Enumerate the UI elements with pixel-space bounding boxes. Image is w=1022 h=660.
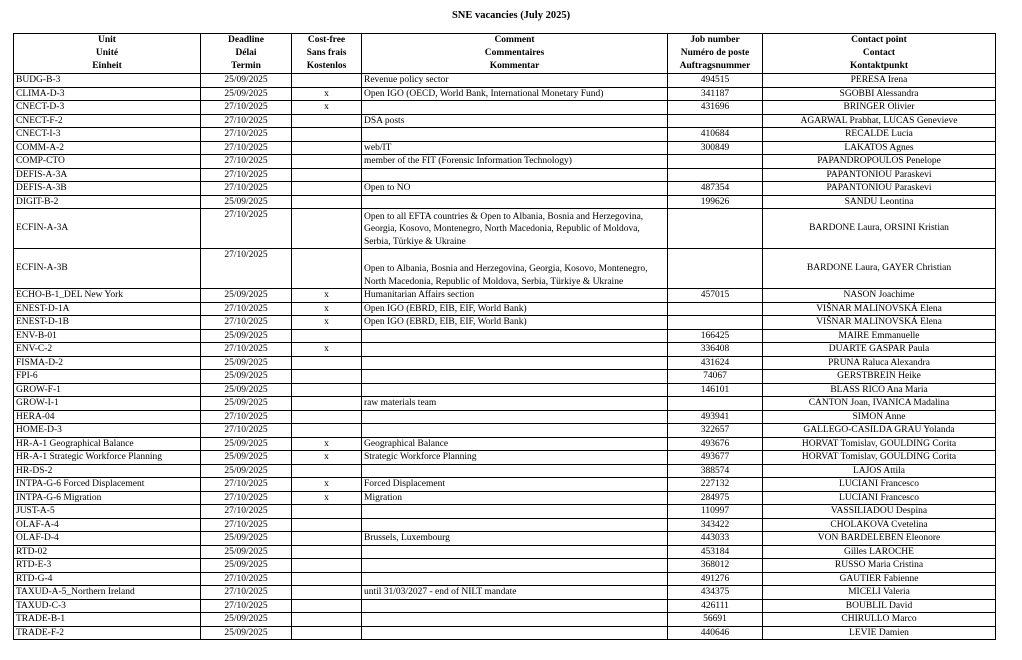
cell-cost-free [292,532,362,546]
table-row [14,613,996,627]
cell-deadline: 25/09/2025 [201,383,292,397]
cell-job-number [668,114,763,128]
table-row [14,478,996,492]
cell-deadline: 27/10/2025 [201,168,292,182]
table-row [14,168,996,182]
cell-contact: HORVAT Tomislav, GOULDING Corita [763,451,996,465]
cell-deadline: 27/10/2025 [201,249,292,289]
header-contact-fr: Contact [862,48,896,58]
cell-unit: TAXUD-C-3 [14,599,201,613]
cell-contact: BARDONE Laura, GAYER Christian [763,249,996,289]
cell-deadline: 27/10/2025 [201,410,292,424]
cell-deadline: 25/09/2025 [201,397,292,411]
cell-job-number: 388574 [668,464,763,478]
cell-job-number: 431624 [668,356,763,370]
cell-comment [362,383,668,397]
cell-deadline: 27/10/2025 [201,518,292,532]
table-row [14,182,996,196]
cell-comment [362,559,668,573]
table-row [14,302,996,316]
table-row [14,491,996,505]
cell-comment: Open to NO [362,182,668,196]
cell-deadline: 25/09/2025 [201,613,292,627]
cell-job-number: 56691 [668,613,763,627]
cell-deadline: 25/09/2025 [201,532,292,546]
cell-comment: Open IGO (EBRD, EIB, EIF, World Bank) [362,302,668,316]
cell-unit: DIGIT-B-2 [14,195,201,209]
cell-deadline: 27/10/2025 [201,128,292,142]
table-row [14,451,996,465]
cell-comment: Revenue policy sector [362,74,668,88]
cell-deadline: 27/10/2025 [201,599,292,613]
table-row [14,329,996,343]
table-row [14,464,996,478]
header-deadline-en: Deadline [228,35,264,45]
cell-comment [362,168,668,182]
cell-unit: DEFIS-A-3A [14,168,201,182]
cell-job-number: 457015 [668,289,763,303]
cell-cost-free [292,572,362,586]
cell-job-number: 341187 [668,87,763,101]
cell-job-number: 443033 [668,532,763,546]
cell-job-number [668,168,763,182]
cell-comment [362,518,668,532]
cell-deadline: 25/09/2025 [201,626,292,640]
cell-unit: RTD-E-3 [14,559,201,573]
cell-cost-free [292,128,362,142]
cell-comment: DSA posts [362,114,668,128]
cell-job-number: 410684 [668,128,763,142]
cell-contact: Gilles LAROCHE [763,545,996,559]
cell-comment [362,195,668,209]
cell-cost-free: x [292,491,362,505]
cell-job-number: 336408 [668,343,763,357]
cell-job-number: 431696 [668,101,763,115]
cell-deadline: 27/10/2025 [201,343,292,357]
cell-unit: COMP-CTO [14,155,201,169]
cell-deadline: 25/09/2025 [201,195,292,209]
cell-comment: Brussels, Luxembourg [362,532,668,546]
cell-deadline: 27/10/2025 [201,586,292,600]
cell-job-number: 434375 [668,586,763,600]
cell-unit: RTD-G-4 [14,572,201,586]
cell-comment [362,464,668,478]
cell-deadline: 25/09/2025 [201,74,292,88]
cell-job-number: 453184 [668,545,763,559]
cell-cost-free: x [292,451,362,465]
table-row [14,410,996,424]
cell-cost-free [292,383,362,397]
cell-deadline: 27/10/2025 [201,491,292,505]
cell-comment [362,101,668,115]
table-row [14,316,996,330]
cell-job-number: 300849 [668,141,763,155]
header-unit-fr: Unité [95,48,119,58]
cell-cost-free [292,545,362,559]
cell-contact: HORVAT Tomislav, GOULDING Corita [763,437,996,451]
cell-contact: VASSILIADOU Despina [763,505,996,519]
cell-cost-free [292,424,362,438]
cell-job-number [668,302,763,316]
header-costfree-de: Kostenlos [306,61,347,71]
table-row [14,586,996,600]
cell-contact: LUCIANI Francesco [763,491,996,505]
cell-cost-free [292,397,362,411]
table-row [14,545,996,559]
cell-contact: LAJOS Attila [763,464,996,478]
header-contact-en: Contact point [851,35,907,45]
cell-deadline: 27/10/2025 [201,316,292,330]
table-row [14,559,996,573]
cell-deadline: 25/09/2025 [201,545,292,559]
cell-unit: ENEST-D-1B [14,316,201,330]
cell-cost-free [292,74,362,88]
header-unit [14,34,201,74]
cell-job-number: 493676 [668,437,763,451]
cell-unit: GROW-F-1 [14,383,201,397]
cell-contact: VIŠNAR MALINOVSKÁ Elena [763,302,996,316]
cell-contact: SIMON Anne [763,410,996,424]
header-job-en: Job number [690,35,740,45]
cell-contact: PAPANTONIOU Paraskevi [763,182,996,196]
cell-contact: GERSTBREIN Heike [763,370,996,384]
vacancies-table [13,33,996,640]
cell-deadline: 27/10/2025 [201,424,292,438]
cell-job-number [668,209,763,249]
cell-unit: HR-DS-2 [14,464,201,478]
cell-job-number: 110997 [668,505,763,519]
cell-deadline: 27/10/2025 [201,182,292,196]
cell-unit: INTPA-G-6 Migration [14,491,201,505]
header-deadline [201,34,292,74]
cell-contact: LEVIE Damien [763,626,996,640]
cell-job-number: 199626 [668,195,763,209]
cell-unit: TAXUD-A-5_Northern Ireland [14,586,201,600]
table-row [14,518,996,532]
cell-deadline: 25/09/2025 [201,329,292,343]
cell-contact: BLASS RICO Ana Maria [763,383,996,397]
cell-cost-free: x [292,437,362,451]
cell-contact: CHOLAKOVA Cvetelina [763,518,996,532]
cell-cost-free [292,518,362,532]
table-row [14,397,996,411]
header-comment-fr: Commentaires [484,48,545,58]
cell-cost-free [292,370,362,384]
cell-unit: TRADE-F-2 [14,626,201,640]
cell-contact: VON BARDELEBEN Eleonore [763,532,996,546]
cell-deadline: 27/10/2025 [201,101,292,115]
cell-contact: MAIRE Emmanuelle [763,329,996,343]
header-deadline-fr: Délai [235,48,257,58]
table-row [14,626,996,640]
header-costfree [292,34,362,74]
cell-contact: RECALDE Lucia [763,128,996,142]
cell-unit: CNECT-D-3 [14,101,201,115]
table-row [14,356,996,370]
cell-deadline: 25/09/2025 [201,87,292,101]
cell-cost-free [292,155,362,169]
cell-unit: HR-A-1 Strategic Workforce Planning [14,451,201,465]
cell-unit: HERA-04 [14,410,201,424]
cell-unit: HR-A-1 Geographical Balance [14,437,201,451]
cell-contact: PRUNA Raluca Alexandra [763,356,996,370]
cell-comment: Open to all EFTA countries & Open to Albania, Bosnia and Herzegovina, Georgia, Kosovo, Montenegro, North Macedonia, Republic of Moldova, Serbia, Türkiye & Ukraine [362,209,668,249]
cell-cost-free: x [292,316,362,330]
cell-unit: DEFIS-A-3B [14,182,201,196]
cell-unit: OLAF-A-4 [14,518,201,532]
table-row [14,343,996,357]
cell-comment: Geographical Balance [362,437,668,451]
cell-comment: web/IT [362,141,668,155]
cell-comment: Open IGO (EBRD, EIB, EIF, World Bank) [362,316,668,330]
table-row [14,532,996,546]
cell-comment [362,329,668,343]
cell-deadline: 27/10/2025 [201,141,292,155]
cell-job-number: 166425 [668,329,763,343]
header-comment-en: Comment [494,35,535,45]
cell-cost-free [292,356,362,370]
document-title: SNE vacancies (July 2025) [451,10,571,21]
cell-cost-free [292,195,362,209]
cell-contact: CHIRULLO Marco [763,613,996,627]
cell-unit: INTPA-G-6 Forced Displacement [14,478,201,492]
cell-job-number: 227132 [668,478,763,492]
cell-job-number: 322657 [668,424,763,438]
cell-contact: BARDONE Laura, ORSINI Kristian [763,209,996,249]
header-job-number [668,34,763,74]
table-row [14,599,996,613]
cell-job-number: 343422 [668,518,763,532]
table-row [14,101,996,115]
cell-deadline: 27/10/2025 [201,209,292,249]
cell-deadline: 25/09/2025 [201,289,292,303]
cell-comment [362,505,668,519]
cell-cost-free [292,410,362,424]
cell-comment: Forced Displacement [362,478,668,492]
cell-contact: VIŠNAR MALINOVSKÁ Elena [763,316,996,330]
cell-job-number [668,249,763,289]
cell-deadline: 27/10/2025 [201,114,292,128]
cell-contact: PAPANTONIOU Paraskevi [763,168,996,182]
cell-deadline: 27/10/2025 [201,155,292,169]
header-contact [763,34,996,74]
cell-job-number: 74067 [668,370,763,384]
cell-contact: PERESA Irena [763,74,996,88]
cell-unit: OLAF-D-4 [14,532,201,546]
cell-cost-free: x [292,101,362,115]
cell-contact: SANDU Leontina [763,195,996,209]
cell-cost-free [292,141,362,155]
table-row [14,249,996,289]
table-row [14,74,996,88]
table-row [14,141,996,155]
cell-job-number: 491276 [668,572,763,586]
cell-comment [362,572,668,586]
cell-deadline: 25/09/2025 [201,464,292,478]
cell-job-number: 146101 [668,383,763,397]
cell-comment: Open to Albania, Bosnia and Herzegovina, Georgia, Kosovo, Montenegro, North Macedonia, Republic of Moldova, Serbia, Türkiye & Ukraine [362,249,668,289]
cell-contact: DUARTE GASPAR Paula [763,343,996,357]
header-comment-de: Kommentar [489,61,540,71]
cell-contact: MICELI Valeria [763,586,996,600]
cell-cost-free: x [292,289,362,303]
cell-unit: ENV-C-2 [14,343,201,357]
cell-deadline: 27/10/2025 [201,505,292,519]
header-comment [362,34,668,74]
cell-comment: raw materials team [362,397,668,411]
cell-contact: GAUTIER Fabienne [763,572,996,586]
header-costfree-en: Cost-free [307,35,346,45]
cell-unit: CLIMA-D-3 [14,87,201,101]
cell-deadline: 27/10/2025 [201,572,292,586]
header-costfree-fr: Sans frais [306,48,347,58]
cell-contact: BRINGER Olivier [763,101,996,115]
cell-unit: RTD-02 [14,545,201,559]
cell-contact: RUSSO Maria Cristina [763,559,996,573]
cell-cost-free [292,249,362,289]
cell-job-number: 494515 [668,74,763,88]
header-contact-de: Kontaktpunkt [849,61,909,71]
cell-contact: BOUBLIL David [763,599,996,613]
cell-comment: Migration [362,491,668,505]
cell-comment [362,128,668,142]
cell-contact: PAPANDROPOULOS Penelope [763,155,996,169]
cell-job-number [668,155,763,169]
cell-cost-free [292,464,362,478]
cell-unit: CNECT-I-3 [14,128,201,142]
cell-deadline: 27/10/2025 [201,302,292,316]
cell-contact: LUCIANI Francesco [763,478,996,492]
cell-cost-free: x [292,87,362,101]
table-row [14,370,996,384]
cell-unit: ENV-B-01 [14,329,201,343]
cell-job-number: 493941 [668,410,763,424]
cell-contact: LAKATOS Agnes [763,141,996,155]
header-job-fr: Numéro de poste [680,48,750,58]
cell-unit: BUDG-B-3 [14,74,201,88]
cell-cost-free [292,599,362,613]
cell-job-number: 487354 [668,182,763,196]
cell-comment: Humanitarian Affairs section [362,289,668,303]
table-row [14,114,996,128]
cell-cost-free: x [292,302,362,316]
cell-unit: HOME-D-3 [14,424,201,438]
header-job-de: Auftragsnummer [679,61,751,71]
cell-job-number: 284975 [668,491,763,505]
cell-deadline: 25/09/2025 [201,451,292,465]
cell-comment [362,599,668,613]
cell-cost-free [292,559,362,573]
table-row [14,155,996,169]
cell-comment [362,545,668,559]
table-row [14,437,996,451]
cell-deadline: 25/09/2025 [201,370,292,384]
cell-unit: JUST-A-5 [14,505,201,519]
cell-job-number: 368012 [668,559,763,573]
cell-cost-free [292,209,362,249]
cell-deadline: 25/09/2025 [201,437,292,451]
cell-deadline: 25/09/2025 [201,559,292,573]
table-row [14,289,996,303]
cell-contact: SGOBBI Alessandra [763,87,996,101]
cell-comment: until 31/03/2027 - end of NILT mandate [362,586,668,600]
cell-job-number: 440646 [668,626,763,640]
cell-unit: FISMA-D-2 [14,356,201,370]
cell-unit: ECFIN-A-3B [14,249,201,289]
cell-cost-free: x [292,478,362,492]
table-row [14,424,996,438]
cell-cost-free [292,626,362,640]
cell-contact: GALLEGO-CASILDA GRAU Yolanda [763,424,996,438]
cell-cost-free: x [292,343,362,357]
cell-comment [362,410,668,424]
table-row [14,195,996,209]
cell-unit: CNECT-F-2 [14,114,201,128]
header-unit-de: Einheit [92,61,122,71]
cell-cost-free [292,505,362,519]
cell-job-number: 493677 [668,451,763,465]
cell-deadline: 25/09/2025 [201,356,292,370]
table-row [14,505,996,519]
cell-comment: Open IGO (OECD, World Bank, International Monetary Fund) [362,87,668,101]
cell-comment [362,370,668,384]
cell-comment [362,356,668,370]
cell-contact: CANTON Joan, IVANICA Madalina [763,397,996,411]
cell-unit: COMM-A-2 [14,141,201,155]
cell-cost-free [292,168,362,182]
cell-comment: member of the FIT (Forensic Information Technology) [362,155,668,169]
table-row [14,128,996,142]
cell-cost-free [292,329,362,343]
table-body [14,74,996,640]
cell-deadline: 27/10/2025 [201,478,292,492]
table-row [14,87,996,101]
header-row [14,34,996,74]
header-unit-en: Unit [98,35,116,45]
cell-cost-free [292,182,362,196]
cell-contact: NASON Joachime [763,289,996,303]
cell-unit: GROW-I-1 [14,397,201,411]
cell-job-number [668,316,763,330]
cell-contact: AGARWAL Prabhat, LUCAS Genevieve [763,114,996,128]
table-row [14,572,996,586]
cell-unit: TRADE-B-1 [14,613,201,627]
cell-unit: ECHO-B-1_DEL New York [14,289,201,303]
cell-cost-free [292,613,362,627]
cell-comment [362,343,668,357]
cell-comment [362,613,668,627]
cell-job-number [668,397,763,411]
cell-comment: Strategic Workforce Planning [362,451,668,465]
table-row [14,383,996,397]
cell-comment [362,424,668,438]
cell-cost-free [292,586,362,600]
cell-comment [362,626,668,640]
cell-unit: FPI-6 [14,370,201,384]
header-deadline-de: Termin [231,61,261,71]
cell-cost-free [292,114,362,128]
cell-job-number: 426111 [668,599,763,613]
table-row [14,209,996,249]
cell-unit: ECFIN-A-3A [14,209,201,249]
cell-unit: ENEST-D-1A [14,302,201,316]
